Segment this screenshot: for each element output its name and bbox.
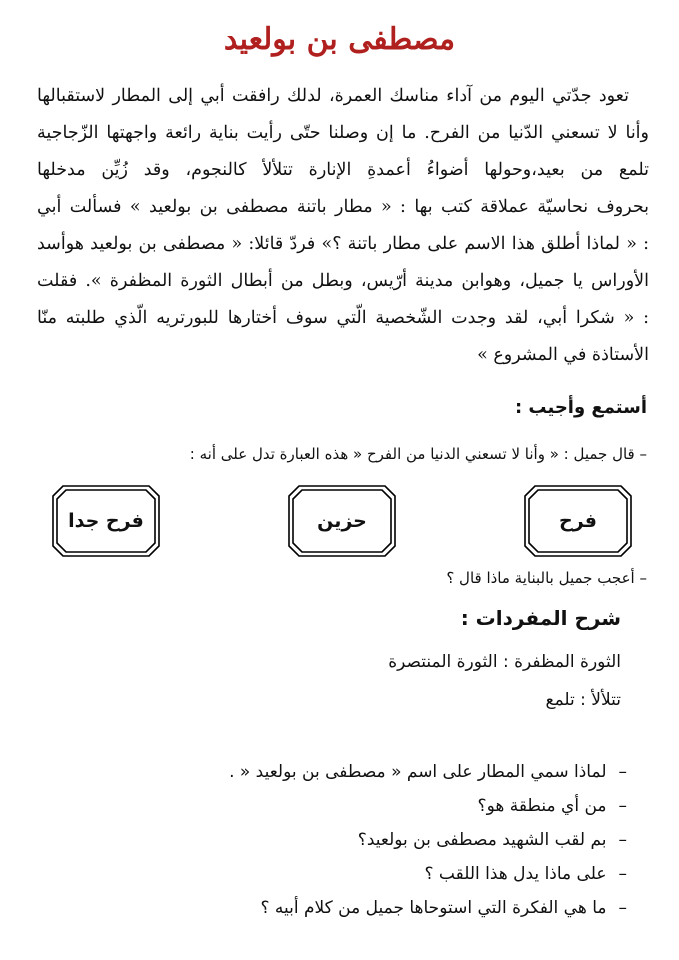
story-line: تعود جدّتي اليوم من آداء مناسك العمرة، لدلك رافقت أبي إلى المطار لاستقبالها	[37, 86, 629, 106]
story-line: : « شكرا أبي، لقد وجدت الشّخصية الّتي سوف أختارها للبورتريه الّذي طلبته منّا	[37, 308, 649, 328]
dash-marker: –	[618, 864, 627, 884]
question-text: ما هي الفكرة التي استوحاها جميل من كلام أبيه ؟	[260, 898, 607, 918]
answer-choices	[52, 485, 632, 565]
listen-heading: أستمع وأجيب :	[514, 397, 647, 418]
question-text: لماذا سمي المطار على اسم « مصطفى بن بولعيد « .	[229, 762, 607, 782]
story-line: بحروف نحاسيّة عملاقة كتب بها : « مطار باتنة مصطفى بن بولعيد » فسألت أبي	[37, 197, 649, 217]
question-expression: – قال جميل : « وأنا لا تسعني الدنيا من الفرح « هذه العبارة تدل على أنه :	[189, 445, 647, 463]
vocabulary-item: الثورة المظفرة : الثورة المنتصرة	[388, 652, 621, 672]
story-line: وأنا لا تسعني الدّنيا من الفرح. ما إن وصلنا حتّى رأيت بناية رائعة واجهتها الزّجاجية	[37, 123, 649, 143]
choice-happy[interactable]	[524, 485, 632, 557]
list-item	[27, 755, 627, 789]
page-title: مصطفى بن بولعيد	[223, 22, 456, 57]
list-item	[27, 891, 627, 925]
vocabulary-item: تتلألأ : تلمع	[545, 690, 621, 710]
question-building: – أعجب جميل بالبناية ماذا قال ؟	[446, 569, 647, 587]
choice-label: حزين	[317, 510, 367, 532]
choice-label: فرح	[559, 510, 597, 532]
story-line: الأستاذة في المشروع »	[477, 345, 649, 365]
question-text: من أي منطقة هو؟	[477, 796, 607, 816]
story-line: تلمع من بعيد،وحولها أضواءُ أعمدةِ الإنارة تتلألأ كالنجوم، وقد زُيِّن مدخلها	[37, 160, 649, 180]
dash-marker: –	[618, 762, 627, 782]
list-item	[27, 789, 627, 823]
choice-very-happy[interactable]	[52, 485, 160, 557]
question-text: على ماذا يدل هذا اللقب ؟	[424, 864, 607, 884]
dash-marker: –	[618, 796, 627, 816]
vocabulary-heading: شرح المفردات :	[460, 606, 621, 630]
choice-label: فرح جدا	[68, 510, 144, 532]
story-paragraph	[37, 78, 649, 374]
story-line: : « لماذا أطلق هذا الاسم على مطار باتنة ؟» فردّ قائلا: « مصطفى بن بولعيد هوأسد	[37, 234, 649, 254]
dash-marker: –	[618, 898, 627, 918]
question-list	[27, 755, 627, 925]
choice-sad[interactable]	[288, 485, 396, 557]
question-text: بم لقب الشهيد مصطفى بن بولعيد؟	[357, 830, 607, 850]
list-item	[27, 823, 627, 857]
list-item	[27, 857, 627, 891]
dash-marker: –	[618, 830, 627, 850]
story-line: الأوراس يا جميل، وهوابن مدينة أرّيس، وبطل من أبطال الثورة المظفرة ». فقلت	[37, 271, 649, 291]
